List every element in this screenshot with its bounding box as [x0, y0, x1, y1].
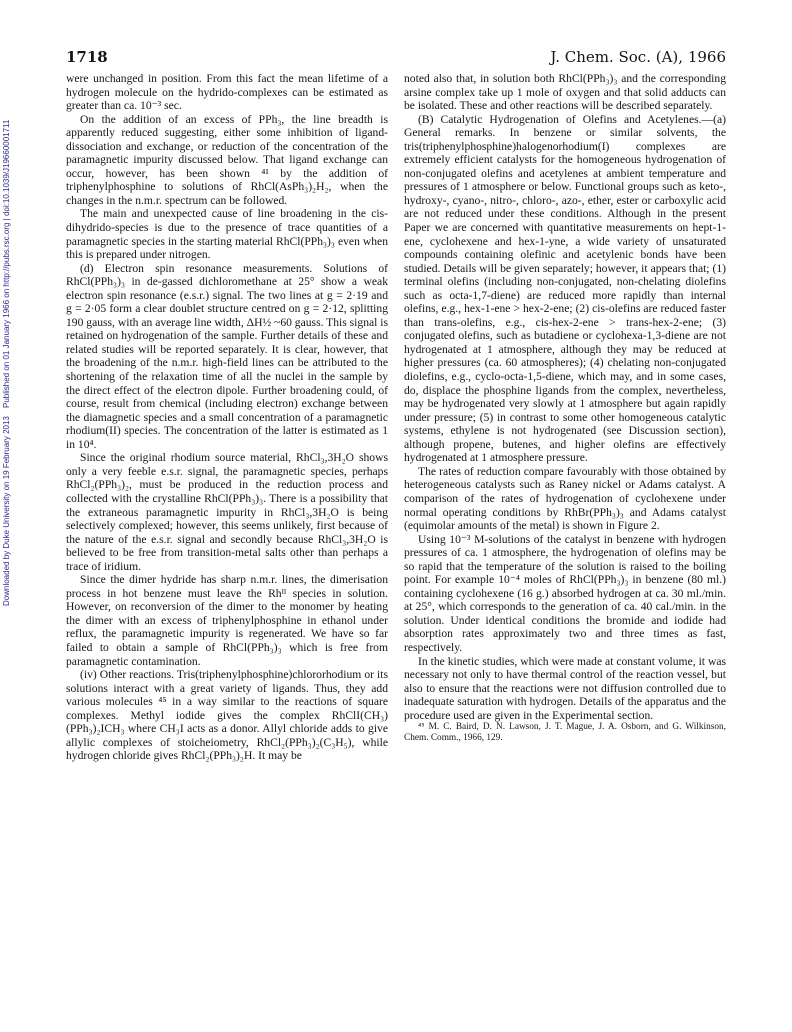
paragraph: (B) Catalytic Hydrogenation of Olefins and Acetylenes.—(a) General remarks. In benzene or similar solvents, the tris(triphenylphosphine)halogenorhodium(I) complexes are extremely efficient catalysts for the homogeneous hydrogenation of non-conjugated olefins and acetylenes at ambient temperature and pressures of 1 atmosphere or below. Functional groups such as keto-, hydroxy-, cyano-, nitro-, chloro-, azo-, ether, ester or carboxylic acid are not reduced under these conditions. Although in the present Paper we are concerned with quantitative measurements on hept-1-ene, cyclohexene and hex-1-yne, a wide variety of unsaturated compounds containing olefinic and acetylenic bonds have been studied. Details will be given separately; however, it appears that; (1) terminal olefins (including non-conjugated, non-chelating diolefins such as octa-1,7-diene) are reduced more rapidly than internal olefins, e.g., hex-1-ene > hex-2-ene; (2) cis-olefins are reduced faster than trans-olefins, e.g., cis-hex-2-ene > trans-hex-2-ene; (3) conjugated olefins, such as butadiene or cyclohexa-1,3-diene are not hydrogenated at 1 atmosphere, although they may be reduced at higher pressures (ca. 60 atmospheres); (4) chelating non-conjugated diolefins, e.g., cyclo-octa-1,5-diene, which may, and in some cases, do, displace the phosphine ligands from the complex, nevertheless, may be hydrogenated very slowly at 1 atmosphere but again rapidly under pressure; (5) in contrast to some other homogeneous catalytic systems, ethylene is not hydrogenated (see Discussion section), although propene, butenes, and higher olefins are effectively hydrogenated at 1 atmosphere pressure. [404, 112, 726, 465]
paragraph: (iv) Other reactions. Tris(triphenylphosphine)chlororhodium or its solutions interact with a great variety of ligands. Thus, they add various molecules ⁴⁵ in a way similar to the reactions of square complexes. Methyl iodide gives the complex RhClI(CH₃)(PPh₃)₂ICH₃ where CH₃I acts as a donor. Allyl chloride adds to give allylic complexes of stoicheiometry, RhCl₂(PPh₃)₂(C₃H₅), while hydrogen chloride gives RhCl₂(PPh₃)₂H. It may be [66, 668, 388, 763]
footnote: ⁴⁵ M. C. Baird, D. N. Lawson, J. T. Mague, J. A. Osborn, and G. Wilkinson, Chem. Comm., 1966, 129. [404, 722, 726, 744]
publish-note[interactable]: Published on 01 January 1966 on http://pubs.rsc.org | doi:10.1039/J19660001711 [2, 119, 11, 409]
paragraph: In the kinetic studies, which were made at constant volume, it was necessary not only to have thermal control of the reaction vessel, but also to ensure that the reactions were not diffusion controlled due to inadequate saturation with hydrogen. Details of the apparatus and the procedure used are given in the Experimental section. [404, 654, 726, 722]
paragraph: Since the original rhodium source material, RhCl₃,3H₂O shows only a very feeble e.s.r. signal, the paramagnetic species, perhaps RhCl₂(PPh₃)₂, must be produced in the reduction process and collected with the crystalline RhCl(PPh₃)₃. There is a possibility that the extraneous paramagnetic impurity in RhCl₃,3H₂O is being selectively complexed; however, this seems unlikely, first because of the nature of the e.s.r. signal and secondly because RhCl₃,3H₂O is believed to be free from transition-metal salts other than perhaps a trace of iridium. [66, 451, 388, 573]
download-note: Downloaded by Duke University on 19 February 2013 [2, 416, 11, 606]
paragraph: Using 10⁻³ M-solutions of the catalyst in benzene with hydrogen pressures of ca. 1 atmosphere, the hydrogenation of olefins may be so rapid that the temperature of the solution is raised to the boiling point. For example 10⁻⁴ moles of RhCl(PPh₃)₃ in benzene (80 ml.) containing cyclohexene (16 g.) absorbed hydrogen at ca. 30 ml./min. at 25°, which corresponds to the generation of ca. 40 cal./min. in the solution. Under identical conditions the bromide and iodide had absorption rates approximately two and three times as fast, respectively. [404, 532, 726, 654]
paragraph: The main and unexpected cause of line broadening in the cis-dihydrido-species is due to the presence of trace quantities of a paramagnetic species in the starting material RhCl(PPh₃)₃ even when this is prepared under nitrogen. [66, 207, 388, 262]
right-column [404, 72, 726, 744]
paragraph: were unchanged in position. From this fact the mean lifetime of a hydrogen molecule on the hydrido-complexes can be estimated as greater than ca. 10⁻³ sec. [66, 72, 388, 113]
paragraph: On the addition of an excess of PPh₃, the line breadth is apparently reduced suggesting, either some inhibition of ligand-dissociation and exchange, or reduction of the concentration of the paramagnetic impurity discussed below. That ligand exchange can occur, however, has been shown ⁴¹ by the addition of triphenylphosphine to solutions of RhCl(AsPh₃)₂H₂, when the changes in the n.m.r. spectrum can be followed. [66, 112, 388, 207]
page-number: 1718 [66, 48, 108, 66]
page-header [66, 48, 726, 68]
paragraph: noted also that, in solution both RhCl(PPh₃)₃ and the corresponding arsine complex take up 1 mole of oxygen and that solid adducts can be isolated. These and other reactions will be described separately. [404, 72, 726, 113]
journal-citation: J. Chem. Soc. (A), 1966 [550, 48, 726, 66]
download-sidebar [2, 119, 14, 606]
paragraph: Since the dimer hydride has sharp n.m.r. lines, the dimerisation process in hot benzene must leave the Rhᴵᴵ species in solution. However, on reconversion of the dimer to the monomer by heating the dimer with an excess of triphenylphosphine in ethanol under reflux, the paramagnetic impurity is regenerated. We have so far failed to obtain a sample of RhCl(PPh₃)₃ which is free from paramagnetic contamination. [66, 573, 388, 668]
paragraph: The rates of reduction compare favourably with those obtained by heterogeneous catalysts such as Raney nickel or Adams catalyst. A comparison of the rates of hydrogenation of cyclohexene under normal operating conditions by RhBr(PPh₃)₃ and Adams catalyst (equimolar amounts of the metal) is shown in Figure 2. [404, 464, 726, 533]
paragraph: (d) Electron spin resonance measurements. Solutions of RhCl(PPh₃)₃ in de-gassed dichloromethane at 25° show a weak electron spin resonance (e.s.r.) signal. The two lines at g = 2·19 and g = 2·05 form a clear doublet structure centred on g = 2·12, splitting 190 gauss, with an average line width, ΔH½ ~60 gauss. This signal is retained on hydrogenation of the sample. Further details of these and related studies will be reported separately. It is clear, however, that the broadening of the n.m.r. high-field lines can be attributed to the shortening of the relaxation time of all the nuclei in the sample by the direct effect of the electron dipole. Further broadening could, of course, result from chemical (including electron) exchange between the diamagnetic species and a small concentration of a paramagnetic rhodium(II) species. The concentration of the latter is estimated as 1 in 10⁴. [66, 261, 388, 451]
left-column [66, 72, 388, 763]
